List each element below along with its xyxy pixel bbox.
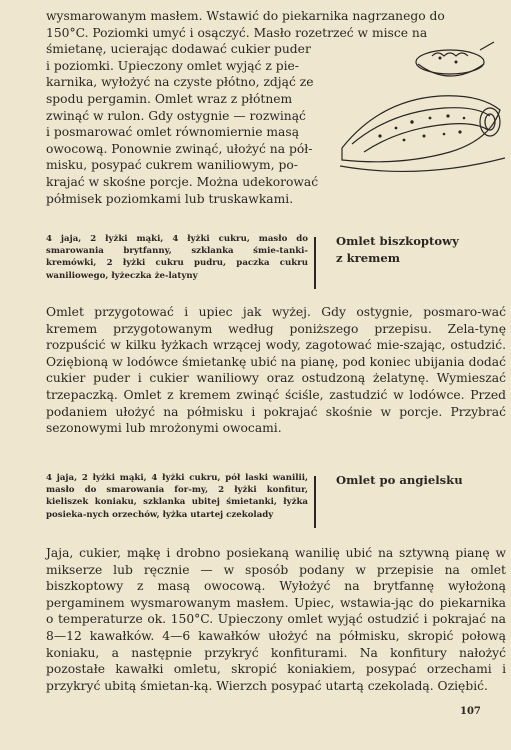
intro-line: spodu pergamin. Omlet wraz z płótnem — [46, 91, 293, 106]
intro-line: krajać w skośne porcje. Można udekorować — [46, 174, 319, 189]
intro-line: misku, posypać cukrem waniliowym, po- — [46, 158, 298, 173]
ingredients-list: 4 jaja, 2 łyżki mąki, 4 łyżki cukru, masło do smarowania brytfanny, szklanka śmie-tanki-kremówki, 2 łyżki cukru pudru, paczka cukru waniliowego, łyżeczka że-latyny — [46, 234, 308, 281]
recipe-title: Omlet po angielsku — [336, 473, 463, 487]
intro-line: półmisek poziomkami lub truskawkami. — [46, 191, 294, 206]
divider-rule — [314, 237, 316, 289]
recipe-title-line: z kremem — [336, 251, 401, 265]
intro-line: wysmarowanym masłem. Wstawić do piekarnika nagrzanego do — [46, 9, 445, 23]
intro-line: owocową. Ponownie zwinąć, ułożyć na pół- — [46, 141, 313, 156]
recipe-title — [336, 233, 459, 267]
omelette-roll-illustration — [340, 40, 505, 180]
intro-line: śmietanę, ucierając dodawać cukier puder — [46, 42, 311, 57]
intro-paragraph — [46, 8, 445, 207]
intro-line: karnika, wyłożyć na czyste płótno, zdjąć ze — [46, 75, 314, 90]
intro-line: zwinąć w rulon. Gdy ostygnie — rozwinąć — [46, 108, 306, 123]
intro-line: 150°C. Poziomki umyć i osączyć. Masło rozetrzeć w misce na — [46, 25, 428, 40]
recipe-title-line: Omlet biszkoptowy — [336, 234, 459, 248]
ingredients-list: 4 jaja, 2 łyżki mąki, 4 łyżki cukru, pół laski wanilii, masło do smarowania for-my, 2 łyżki konfitur, kieliszek koniaku, szklanka ubitej śmietanki, łyżka posieka-nych orzechów, łyżka utartej czekolady — [46, 473, 308, 520]
page-number: 107 — [460, 706, 481, 717]
recipe-method-1: Omlet przygotować i upiec jak wyżej. Gdy ostygnie, posmaro-wać kremem przygotowanym według poniższego przepisu. Zela-tynę rozpuścić w kilku łyżkach wrzącej wody, zagotować mie-szając, ostudzić. Oziębioną w lodówce śmietankę ubić na pianę, pod koniec ubijania dodać cukier puder i cukier waniliowy oraz ostudzoną żelatynę. Wymieszać trzepaczką. Omlet z kremem zwinąć ściśle, zastudzić w lodówce. Przed podaniem ułożyć na półmisku i pokrajać skośnie w porcje. Przybrać sezonowymi lub mrożonymi owocami. — [46, 305, 506, 436]
recipe-method-2: Jaja, cukier, mąkę i drobno posiekaną wanilię ubić na sztywną pianę w mikserze lub ręcznie — w sposób podany w przepisie na omlet biszkoptowy z masą owocową. Wyłożyć na brytfannę wyłożoną pergaminem wysmarowanym masłem. Upiec, wstawia-jąc do piekarnika o temperaturze ok. 150°C. Upieczony omlet wyjąć ostudzić i pokrajać na 8—12 kawałków. 4—6 kawałków ułożyć na półmisku, skropić połową koniaku, a następnie przykryć konfiturami. Na konfitury nałożyć pozostałe kawałki omletu, skropić koniakiem, posypać orzechami i przykryć ubitą śmietan-ką. Wierzch posypać utartą czekoladą. Oziębić. — [46, 546, 506, 693]
intro-line: i poziomki. Upieczony omlet wyjąć z pie- — [46, 58, 299, 73]
recipe-header-2 — [46, 472, 506, 532]
intro-line: i posmarować omlet równomiernie masą — [46, 125, 300, 140]
divider-rule — [314, 476, 316, 528]
recipe-header-1 — [46, 233, 506, 293]
